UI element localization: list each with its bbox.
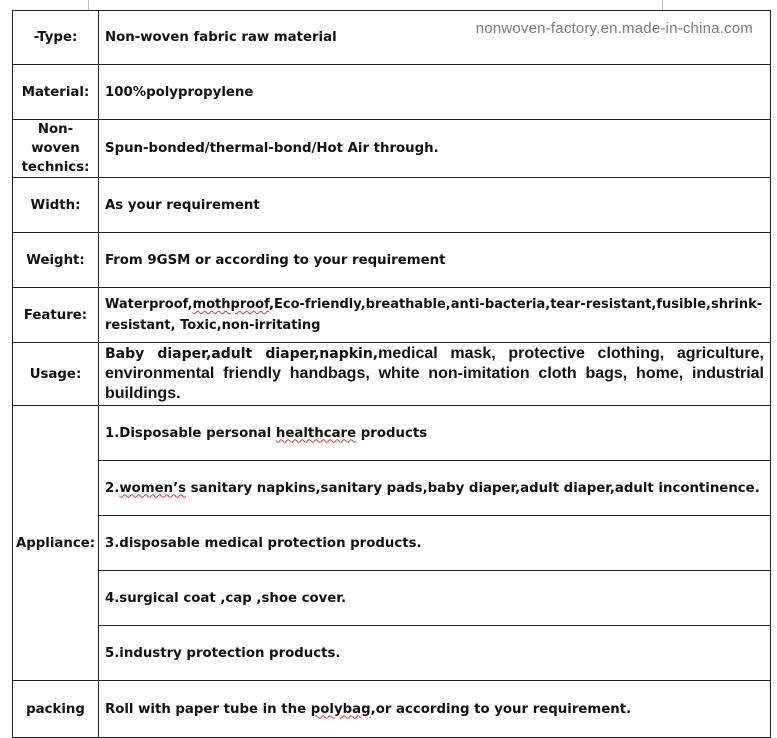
table-row xyxy=(13,120,771,178)
appliance-item-text: healthcare xyxy=(275,425,357,441)
appliance-item-text: 1.Disposable personal xyxy=(105,425,276,441)
packing-text: ,or according to your requirement. xyxy=(370,701,632,717)
feature-text-b: mothproof xyxy=(192,297,270,312)
row-value-material: 100%polypropylene xyxy=(99,65,771,120)
table-row xyxy=(13,461,771,516)
table-row xyxy=(13,681,771,738)
row-label-technics xyxy=(13,120,99,178)
spec-table xyxy=(12,10,771,738)
row-label-weight: Weight: xyxy=(13,233,99,288)
watermark: nonwoven-factory.en.made-in-china.com xyxy=(475,20,753,37)
appliance-item-text: 2. xyxy=(105,480,120,496)
table-row xyxy=(13,288,771,343)
table-row xyxy=(13,343,771,406)
row-value-weight: From 9GSM or according to your requirement xyxy=(99,233,771,288)
row-label-usage: Usage: xyxy=(13,343,99,406)
packing-text: polybag xyxy=(310,701,371,717)
packing-text: Roll with paper tube in the xyxy=(105,701,311,717)
technics-label-text: Non-woven technics: xyxy=(21,122,90,175)
row-value-feature xyxy=(99,288,771,343)
appliance-item xyxy=(99,406,771,461)
usage-text-small: Baby diaper,adult diaper,napkin, xyxy=(105,346,379,362)
row-value-usage xyxy=(99,343,771,406)
row-value-type: Non-woven fabric raw material xyxy=(99,11,771,65)
row-value-width: As your requirement xyxy=(99,178,771,233)
appliance-item: 4.surgical coat ,cap ,shoe cover. xyxy=(99,571,771,626)
feature-text-a: Waterproof, xyxy=(105,297,193,312)
table-row xyxy=(13,571,771,626)
feature-text-c: ,Eco-friendly,breathable,anti-bacteria,tear-resistant,fusible,shrink-resistant, Toxic,non-irritating xyxy=(105,297,763,333)
row-label-feature: Feature: xyxy=(13,288,99,343)
usage-text-big: medical mask, protective clothing, agriculture, environmental friendly handbags, white non-imitation cloth bags, home, industrial buildings. xyxy=(105,345,765,402)
row-label-appliance: Appliance: xyxy=(13,406,99,681)
table-row xyxy=(13,626,771,681)
row-label-material: Material: xyxy=(13,65,99,120)
row-value-technics: Spun-bonded/thermal-bond/Hot Air through. xyxy=(99,120,771,178)
appliance-item: 3.disposable medical protection products. xyxy=(99,516,771,571)
row-value-packing xyxy=(99,681,771,738)
appliance-item: 5.industry protection products. xyxy=(99,626,771,681)
table-row xyxy=(13,178,771,233)
table-row xyxy=(13,65,771,120)
table-row xyxy=(13,406,771,461)
appliance-item xyxy=(99,461,771,516)
table-row xyxy=(13,233,771,288)
appliance-item-text: products xyxy=(356,425,428,441)
row-label-type: -Type: xyxy=(13,11,99,65)
appliance-item-text: women’s xyxy=(119,480,187,496)
table-row xyxy=(13,11,771,65)
row-label-width: Width: xyxy=(13,178,99,233)
row-label-packing: packing xyxy=(13,681,99,738)
appliance-item-text: sanitary napkins,sanitary pads,baby diaper,adult diaper,adult incontinence. xyxy=(186,480,760,496)
table-row xyxy=(13,516,771,571)
